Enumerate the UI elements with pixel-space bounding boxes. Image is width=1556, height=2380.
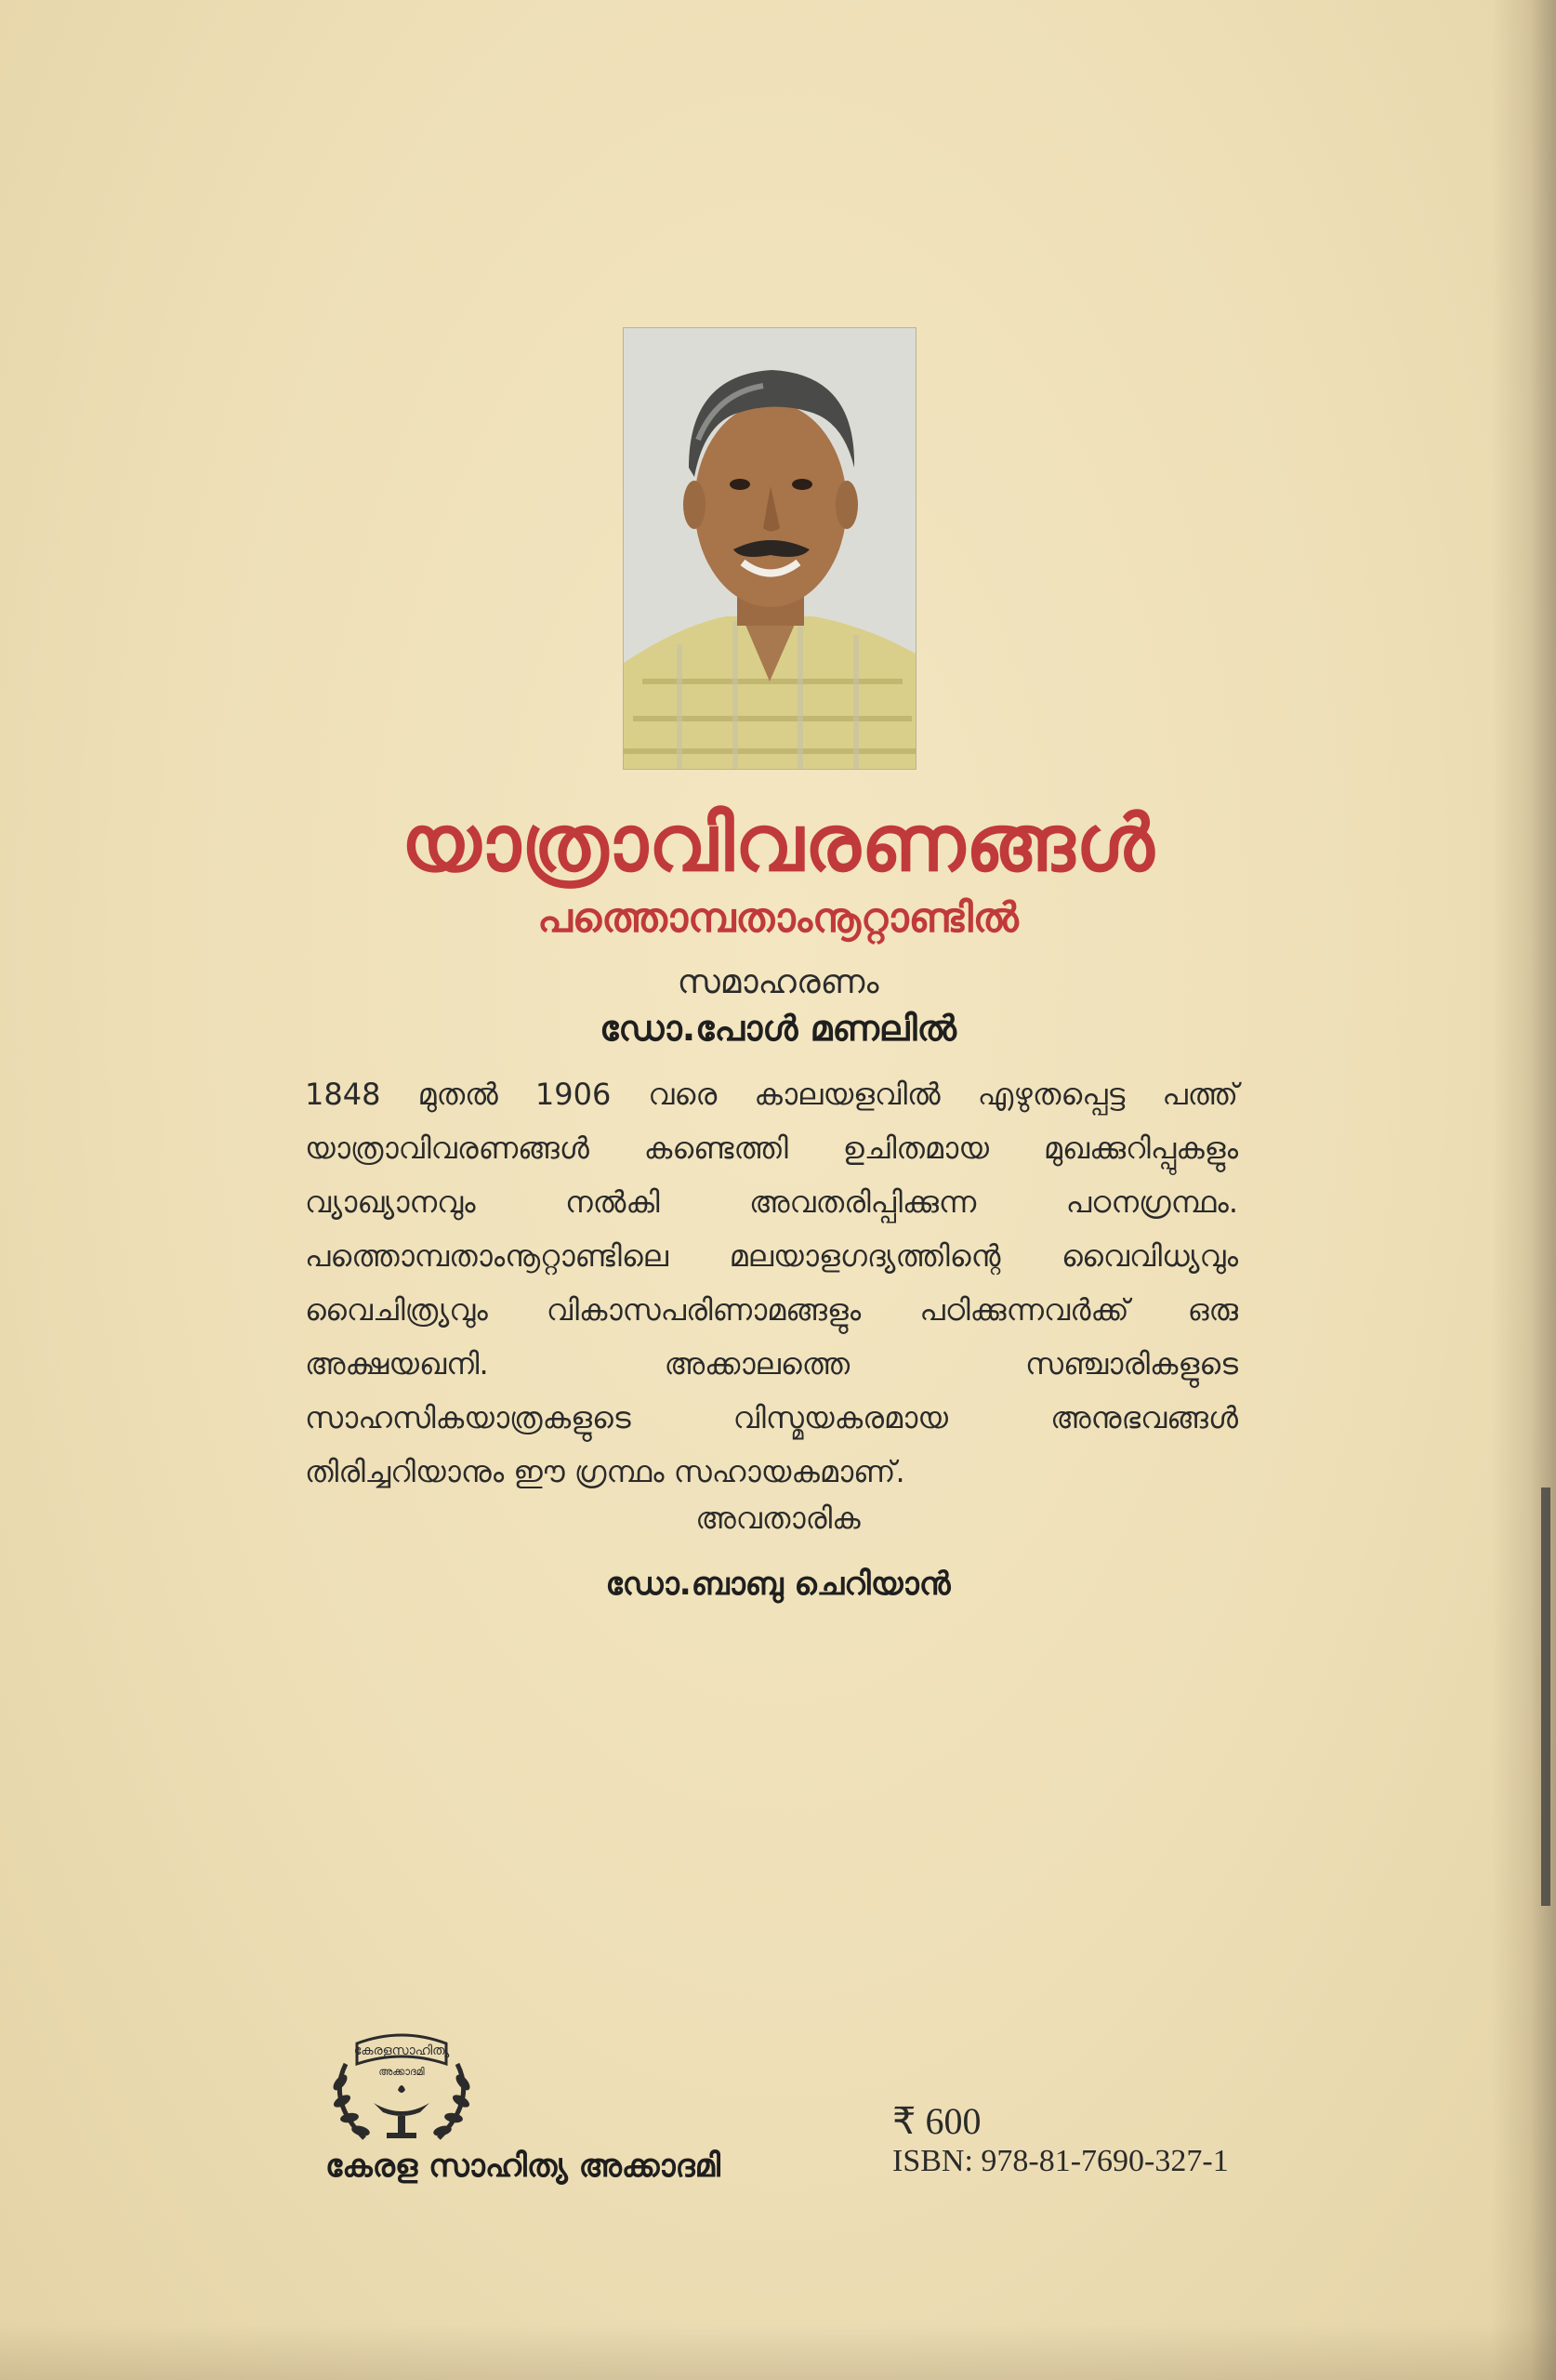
- compilation-label: സമാഹരണം: [677, 963, 879, 1001]
- book-price: ₹ 600: [892, 2100, 982, 2142]
- publisher-logo: [309, 2027, 494, 2157]
- author-photo: [623, 327, 916, 770]
- academy-emblem-icon: [309, 2027, 494, 2157]
- book-isbn: ISBN: 978-81-7690-327-1: [892, 2144, 1229, 2178]
- compiler-name: ഡോ.പോൾ മണലിൽ: [600, 1008, 956, 1049]
- book-description: 1848 മുതൽ 1906 വരെ കാലയളവിൽ എഴുതപ്പെട്ട പത്ത് യാത്രാവിവരണങ്ങൾ കണ്ടെത്തി ഉചിതമായ മുഖക്കുറിപ്പുകളും വ്യാഖ്യാനവും നൽകി അവതരിപ്പിക്കുന്ന പഠനഗ്രന്ഥം. പത്തൊമ്പതാംനൂറ്റാണ്ടിലെ മലയാളഗദ്യത്തിന്റെ വൈവിധ്യവും വൈചിത്ര്യവും വികാസപരിണാമങ്ങളും പഠിക്കുന്നവർക്ക് ഒരു അക്ഷയഖനി. അക്കാലത്തെ സഞ്ചാരികളുടെ സാഹസികയാത്രകളുടെ വിസ്മയകരമായ അനുഭവങ്ങൾ തിരിച്ചറിയാനും ഈ ഗ്രന്ഥം സഹായകമാണ്.: [305, 1077, 1238, 1489]
- cover-edge-shadow: [1491, 0, 1556, 2380]
- introduction-label: അവതാരിക: [695, 1501, 861, 1536]
- book-subtitle: പത്തൊമ്പതാംനൂറ്റാണ്ടിൽ: [537, 894, 1019, 942]
- binding-strip: [1541, 1488, 1550, 1906]
- introduction-author: ഡോ.ബാബു ചെറിയാൻ: [605, 1566, 951, 1603]
- author-portrait-illustration: [624, 328, 916, 769]
- svg-text:അക്കാദമി: അക്കാദമി: [378, 2066, 425, 2078]
- svg-text:കേരളസാഹിത്യ: കേരളസാഹിത്യ: [353, 2043, 450, 2058]
- cover-bottom-shadow: [0, 2324, 1556, 2380]
- book-title: യാത്രാവിവരണങ്ങൾ: [401, 798, 1155, 889]
- publisher-name: കേരള സാഹിത്യ അക്കാദമി: [325, 2148, 721, 2185]
